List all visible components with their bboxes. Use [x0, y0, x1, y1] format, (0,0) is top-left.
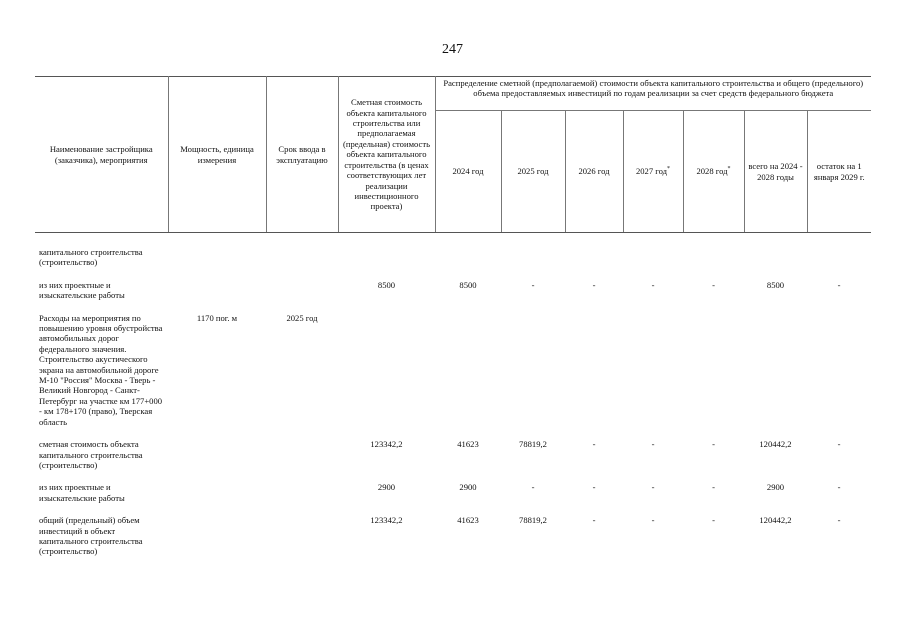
row-2026: -: [592, 515, 596, 526]
row-name: общий (предельный) объем инвестиций в объект капитального строительства (строительство): [39, 515, 143, 557]
row-2028: -: [712, 279, 715, 290]
row-cost: 8500: [377, 279, 396, 290]
row-name: из них проектные и изыскательские работы: [39, 279, 125, 301]
row-commissioning: [266, 435, 338, 478]
table-row: [35, 276, 871, 309]
row-total: 8500: [766, 279, 785, 290]
row-2028: -: [712, 515, 715, 526]
header-commissioning: Срок ввода в эксплуатацию: [266, 77, 338, 233]
row-2026: [565, 243, 623, 276]
row-2024: 2900: [459, 482, 477, 493]
header-year-2024: 2024 год: [435, 111, 501, 233]
row-cost: [338, 243, 435, 276]
row-cost: 2900: [377, 482, 396, 493]
header-year-2025: 2025 год: [501, 111, 565, 233]
row-capacity: [168, 478, 266, 511]
row-capacity: [168, 276, 266, 309]
header-year-2028: 2028 год*: [683, 111, 744, 233]
header-year-2026: 2026 год: [565, 111, 623, 233]
header-total: всего на 2024 - 2028 годы: [744, 111, 807, 233]
investment-table: [35, 76, 871, 565]
row-cost: [338, 309, 435, 435]
row-cost: 123342,2: [370, 439, 403, 450]
row-2026: -: [592, 279, 596, 290]
row-commissioning: [266, 243, 338, 276]
row-rest: -: [837, 482, 841, 493]
row-commissioning: [266, 478, 338, 511]
row-commissioning: [266, 276, 338, 309]
row-2024: [435, 243, 501, 276]
row-rest: -: [837, 279, 841, 290]
header-remainder: остаток на 1 января 2029 г.: [807, 111, 871, 233]
row-2027: [623, 309, 683, 435]
row-commissioning: 2025 год: [286, 312, 318, 323]
row-capacity: 1170 пог. м: [196, 312, 238, 323]
header-distribution: Распределение сметной (предполагаемой) стоимости объекта капитального строительства и общего (предельного) объема предоставляемых инвестиций по годам реализации за счет средств федерального бюджета: [435, 77, 871, 111]
row-2024: [435, 309, 501, 435]
row-total: 120442,2: [759, 515, 792, 526]
row-capacity: [168, 243, 266, 276]
page-number: 247: [442, 42, 463, 57]
header-name: Наименование застройщика (заказчика), мероприятия: [35, 77, 168, 233]
row-2027: -: [651, 482, 655, 493]
row-total: 120442,2: [759, 439, 792, 450]
header-year-2027: 2027 год*: [623, 111, 683, 233]
table-row: [35, 243, 871, 276]
row-2027: [623, 243, 683, 276]
row-name: сметная стоимость объекта капитального строительства (строительство): [39, 439, 143, 470]
row-rest: -: [837, 439, 841, 450]
row-2025: 78819,2: [519, 515, 547, 526]
row-2028: -: [712, 482, 715, 493]
row-rest: [807, 243, 871, 276]
row-2025: [501, 309, 565, 435]
row-2025: 78819,2: [519, 439, 547, 450]
row-total: [744, 243, 807, 276]
row-name: Расходы на мероприятия по повышению уровня обустройства автомобильных дорог федерального значения. Строительство акустического экрана на автомобильной дороге М-10 "Россия" Москва - Тверь - Великий Новгород - Санкт-Петербург на участке км 177+000 - км 178+170 (право), Тверская область: [39, 312, 163, 427]
row-total: [744, 309, 807, 435]
row-2028: -: [712, 439, 715, 450]
row-2028: [683, 243, 744, 276]
row-2026: [565, 309, 623, 435]
row-commissioning: [266, 511, 338, 565]
row-2025: [501, 243, 565, 276]
row-rest: [807, 309, 871, 435]
row-2024: 8500: [459, 279, 477, 290]
table-row: [35, 309, 871, 435]
row-cost: 123342,2: [370, 515, 403, 526]
row-rest: -: [837, 515, 841, 526]
row-name: капитального строительства (строительство): [39, 247, 143, 268]
row-2025: -: [531, 482, 535, 493]
table-row: [35, 478, 871, 511]
row-capacity: [168, 435, 266, 478]
row-total: 2900: [766, 482, 785, 493]
row-2026: -: [592, 439, 596, 450]
row-2026: -: [592, 482, 596, 493]
row-2025: -: [531, 279, 535, 290]
table-row: [35, 435, 871, 478]
row-2024: 41623: [457, 515, 479, 526]
table-row: [35, 511, 871, 565]
row-2024: 41623: [457, 439, 479, 450]
row-2027: -: [651, 515, 655, 526]
row-2027: -: [651, 439, 655, 450]
row-2027: -: [651, 279, 655, 290]
header-estimated-cost: Сметная стоимость объекта капитального строительства или предполагаемая (предельная) стоимость объекта капитального строительства (в ценах соответствующих лет реализации инвестиционного проекта): [338, 77, 435, 233]
header-capacity: Мощность, единица измерения: [168, 77, 266, 233]
row-name: из них проектные и изыскательские работы: [39, 482, 125, 503]
row-2028: [683, 309, 744, 435]
row-capacity: [168, 511, 266, 565]
